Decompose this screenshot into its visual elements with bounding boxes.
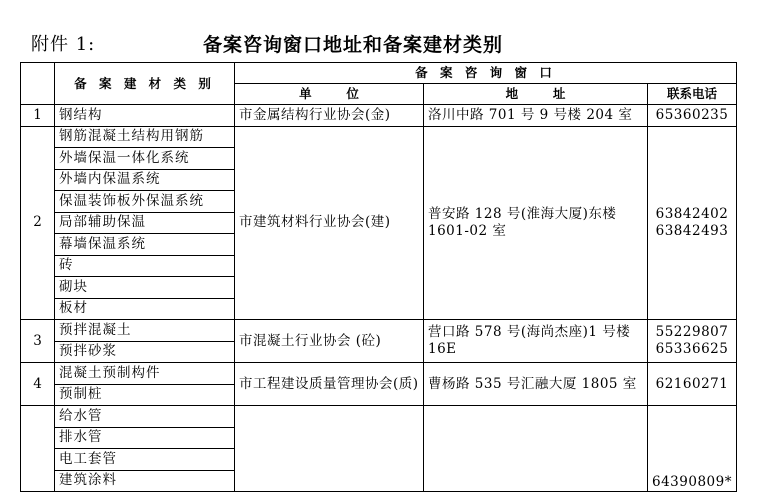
phone-number: 65360235 xyxy=(655,106,729,123)
material-category: 给水管 xyxy=(55,406,235,428)
row-number: 3 xyxy=(21,320,55,363)
table-row xyxy=(21,406,737,428)
material-category: 砌块 xyxy=(55,277,235,299)
material-category: 保温装饰板外保温系统 xyxy=(55,191,235,213)
material-category: 外墙内保温系统 xyxy=(55,169,235,191)
material-category: 预制桩 xyxy=(55,384,235,406)
unit-name: 市金属结构行业协会(金) xyxy=(235,105,424,127)
unit-name: 市混凝土行业协会 (砼) xyxy=(235,320,424,363)
phone-number: 64390809* xyxy=(652,474,732,491)
material-category: 局部辅助保温 xyxy=(55,212,235,234)
row-number: 1 xyxy=(21,105,55,127)
attachment-label: 附件 1: xyxy=(31,34,96,55)
address: 普安路 128 号(淮海大厦)东楼 1601-02 室 xyxy=(424,126,648,320)
material-category: 外墙保温一体化系统 xyxy=(55,148,235,170)
table-body xyxy=(21,105,737,492)
phone-numbers xyxy=(648,126,737,320)
material-category: 电工套管 xyxy=(55,449,235,471)
material-category: 预拌混凝土 xyxy=(55,320,235,342)
header-phone: 联系电话 xyxy=(648,84,737,105)
material-category: 砖 xyxy=(55,255,235,277)
material-category: 钢筋混凝土结构用钢筋 xyxy=(55,126,235,148)
header-window: 备 案 咨 询 窗 口 xyxy=(235,63,737,84)
address: 曹杨路 535 号汇融大厦 1805 室 xyxy=(424,363,648,406)
phone-number: 63842402 xyxy=(655,205,729,222)
phone-number: 63842493 xyxy=(655,222,729,239)
unit-name: 市建筑材料行业协会(建) xyxy=(235,126,424,320)
table-header-row xyxy=(21,63,737,84)
row-number: 4 xyxy=(21,363,55,406)
table-row xyxy=(21,320,737,342)
address xyxy=(424,406,648,492)
material-category: 预拌砂浆 xyxy=(55,341,235,363)
row-number xyxy=(21,406,55,492)
material-category: 混凝土预制构件 xyxy=(55,363,235,385)
material-category: 建筑涂料 xyxy=(55,470,235,492)
phone-numbers xyxy=(648,320,737,363)
header-category: 备 案 建 材 类 别 xyxy=(55,63,235,105)
phone-numbers xyxy=(648,105,737,127)
unit-name xyxy=(235,406,424,492)
page-header xyxy=(0,0,758,60)
phone-number: 62160271 xyxy=(655,375,729,392)
phone-number: 55229807 xyxy=(655,324,729,341)
material-category: 板材 xyxy=(55,298,235,320)
header-blank-cell xyxy=(21,63,55,105)
row-number: 2 xyxy=(21,126,55,320)
page-title: 备案咨询窗口地址和备案建材类别 xyxy=(203,34,504,56)
address: 洛川中路 701 号 9 号楼 204 室 xyxy=(424,105,648,127)
table-row xyxy=(21,105,737,127)
phone-numbers xyxy=(648,363,737,406)
filing-window-table xyxy=(20,62,737,492)
material-category: 幕墙保温系统 xyxy=(55,234,235,256)
table-row xyxy=(21,126,737,148)
unit-name: 市工程建设质量管理协会(质) xyxy=(235,363,424,406)
material-category: 排水管 xyxy=(55,427,235,449)
table-row xyxy=(21,363,737,385)
address: 营口路 578 号(海尚杰座)1 号楼 16E xyxy=(424,320,648,363)
header-address: 地 址 xyxy=(424,84,648,105)
phone-numbers xyxy=(648,406,737,492)
header-unit: 单 位 xyxy=(235,84,424,105)
material-category: 钢结构 xyxy=(55,105,235,127)
phone-number: 65336625 xyxy=(655,341,729,357)
